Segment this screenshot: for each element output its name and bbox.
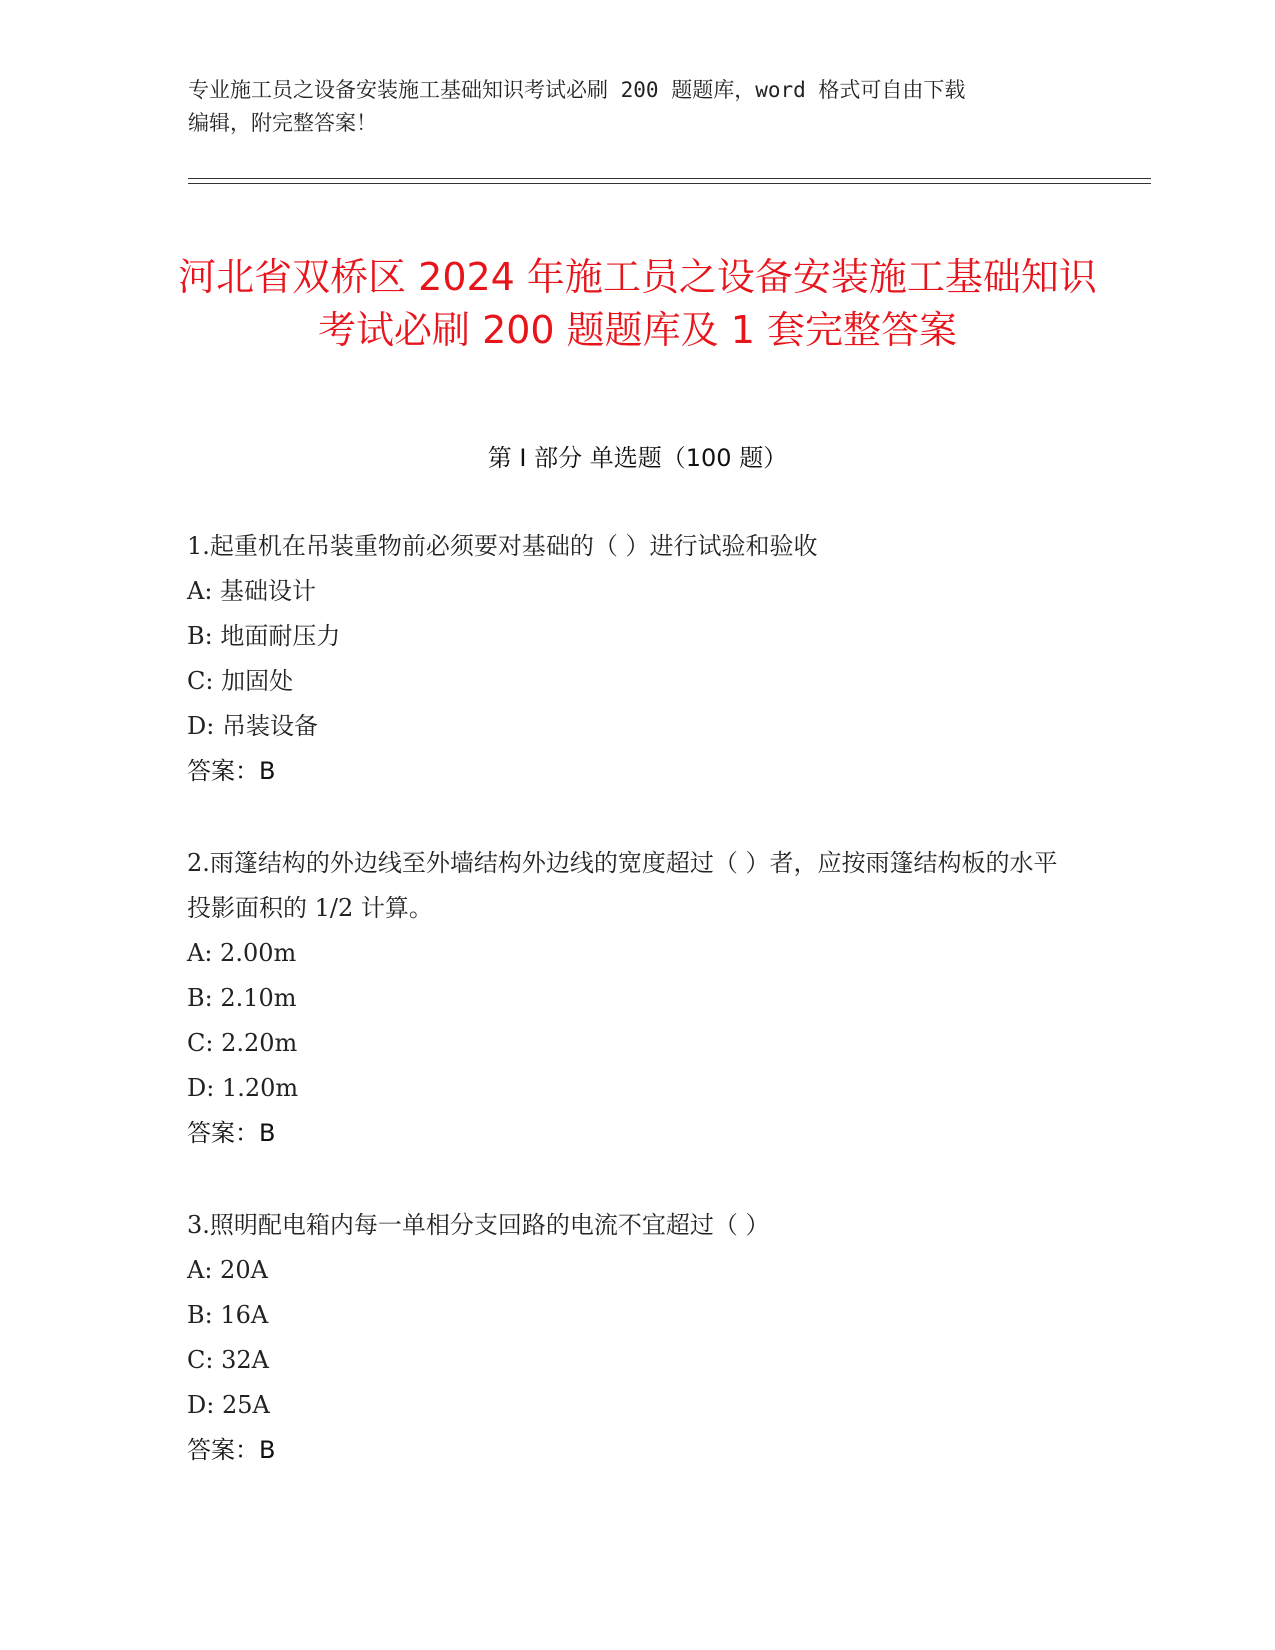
option-d: D: 吊装设备 bbox=[187, 712, 318, 740]
question-3 bbox=[187, 1203, 1077, 1473]
header-note-line-1: 专业施工员之设备安装施工基础知识考试必刷 200 题题库，word 格式可自由下载 bbox=[188, 78, 966, 102]
question-2 bbox=[187, 841, 1077, 1156]
document-title: 河北省双桥区 2024 年施工员之设备安装施工基础知识考试必刷 200 题题库及 1 套完整答案 bbox=[178, 255, 1097, 353]
option-c: C: 加固处 bbox=[187, 667, 294, 695]
option-a: A: 2.00m bbox=[187, 939, 297, 967]
section-heading: 第 I 部分 单选题（100 题） bbox=[487, 444, 788, 472]
question-text: 1.起重机在吊装重物前必须要对基础的（ ）进行试验和验收 bbox=[187, 532, 818, 560]
option-a: A: 基础设计 bbox=[187, 577, 317, 605]
question-text: 2.雨篷结构的外边线至外墙结构外边线的宽度超过（ ）者，应按雨篷结构板的水平投影面积的 1/2 计算。 bbox=[187, 849, 1058, 922]
option-a: A: 20A bbox=[187, 1256, 268, 1284]
option-d: D: 1.20m bbox=[187, 1074, 299, 1102]
question-1 bbox=[187, 524, 1077, 794]
answer-line: 答案：B bbox=[187, 757, 276, 785]
option-b: B: 16A bbox=[187, 1301, 269, 1329]
header-note bbox=[188, 74, 1068, 140]
option-d: D: 25A bbox=[187, 1391, 270, 1419]
answer-line: 答案：B bbox=[187, 1119, 276, 1147]
answer-line: 答案：B bbox=[187, 1436, 276, 1464]
header-rule-top bbox=[188, 178, 1151, 179]
option-c: C: 32A bbox=[187, 1346, 269, 1374]
question-text: 3.照明配电箱内每一单相分支回路的电流不宜超过（ ） bbox=[187, 1211, 770, 1239]
option-b: B: 2.10m bbox=[187, 984, 297, 1012]
header-note-line-2: 编辑，附完整答案！ bbox=[188, 111, 377, 135]
option-b: B: 地面耐压力 bbox=[187, 622, 341, 650]
header-rule-bottom bbox=[188, 183, 1151, 184]
option-c: C: 2.20m bbox=[187, 1029, 298, 1057]
